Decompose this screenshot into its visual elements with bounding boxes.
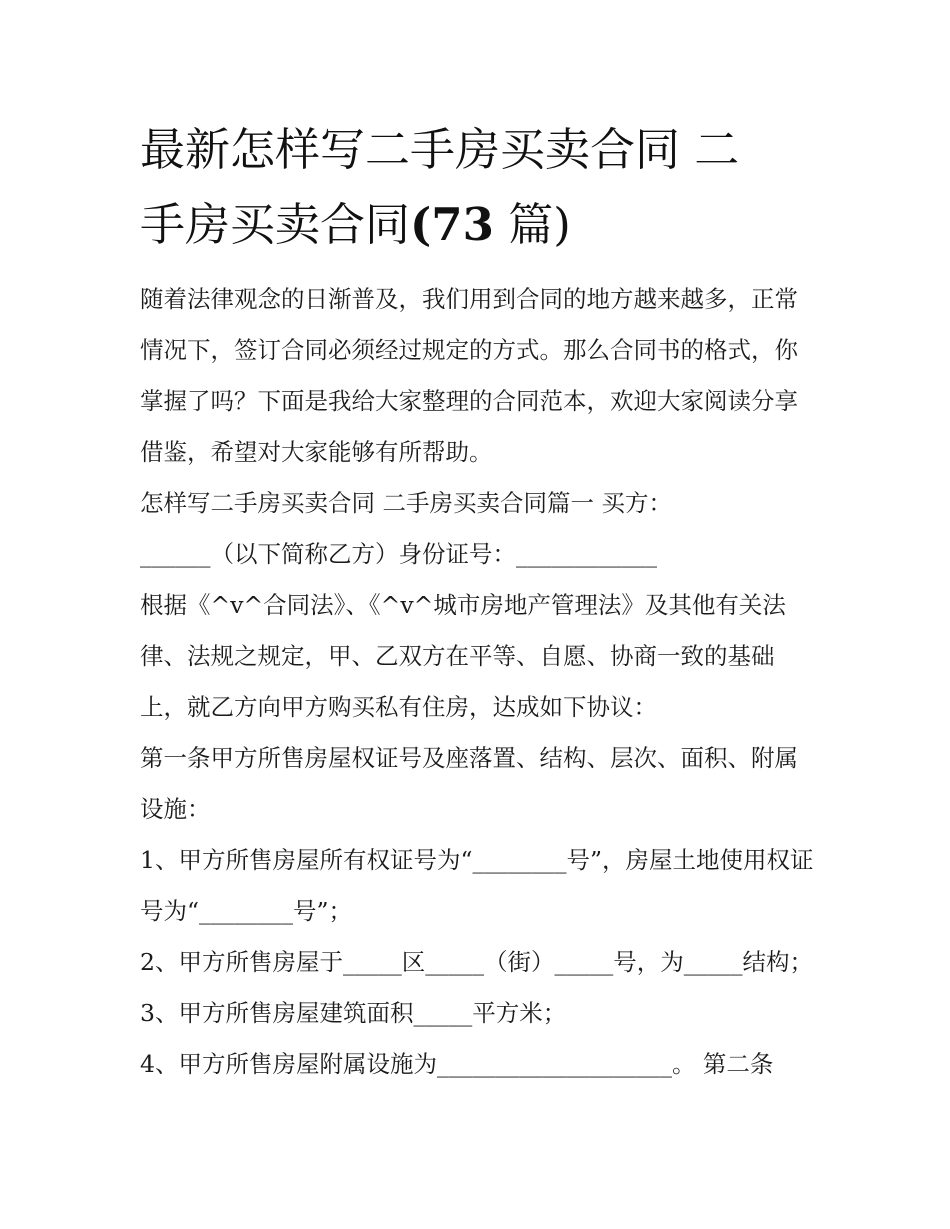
- intro-paragraph: 随着法律观念的日渐普及，我们用到合同的地方越来越多，正常情况下，签订合同必须经过规定的方式。那么合同书的格式，你掌握了吗？下面是我给大家整理的合同范本，欢迎大家阅读分享借鉴，希望对大家能够有所帮助。: [140, 285, 798, 466]
- title-count: (73: [410, 198, 494, 251]
- title-line-2-suffix: 篇): [493, 198, 571, 251]
- clause-2-3: 2、甲方所售房屋于_____区_____（街）_____号，为_____结构； 3、甲方所售房屋建筑面积_____平方米；: [140, 948, 813, 1027]
- document-content: [140, 112, 815, 1090]
- document-body: [140, 274, 815, 1090]
- section-heading-buyer: 怎样写二手房买卖合同 二手房买卖合同篇一 买方：: [140, 489, 672, 517]
- title-line-1: 最新怎样写二手房买卖合同 二: [140, 123, 740, 176]
- clause-1: 1、甲方所售房屋所有权证号为“________号”，房屋土地使用权证号为“________号”；: [140, 846, 814, 925]
- document-title: [140, 112, 815, 262]
- legal-basis-paragraph: 根据《^v^合同法》、《^v^城市房地产管理法》及其他有关法律、法规之规定，甲、乙双方在平等、自愿、协商一致的基础上，就乙方向甲方购买私有住房，达成如下协议：: [140, 591, 786, 721]
- buyer-id-line: ______（以下简称乙方）身份证号：____________: [140, 540, 657, 568]
- clause-4: 4、甲方所售房屋附属设施为____________________。 第二条: [140, 1050, 774, 1078]
- title-line-2-prefix: 手房买卖合同: [140, 198, 411, 251]
- article-one-heading: 第一条甲方所售房屋权证号及座落置、结构、层次、面积、附属设施：: [140, 744, 798, 823]
